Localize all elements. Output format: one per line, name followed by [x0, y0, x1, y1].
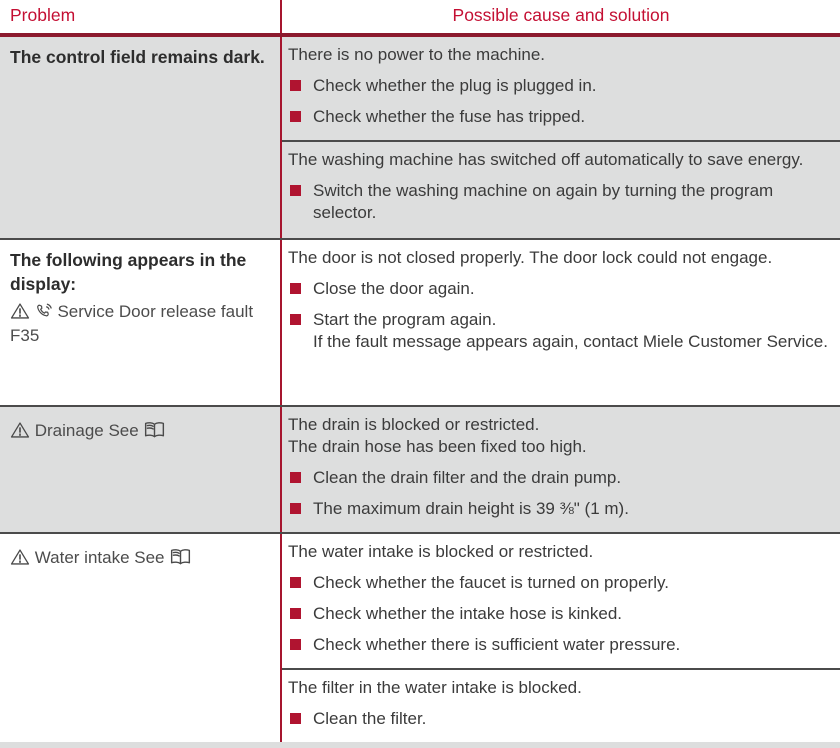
bullet-square-icon [290, 503, 301, 514]
bullet-square-icon [290, 111, 301, 122]
table-row [0, 238, 840, 405]
column-header-problem: Problem [10, 5, 76, 25]
problem-cell [0, 240, 280, 405]
bullet-square-icon [290, 314, 301, 325]
bullet-text: Check whether the intake hose is kinked. [313, 604, 623, 623]
bullet-text: Check whether the fuse has tripped. [313, 107, 586, 126]
cause-cell [280, 407, 840, 532]
bullet-text: The maximum drain height is 39 ⅜" (1 m). [313, 499, 629, 518]
bullet-square-icon [290, 577, 301, 588]
bullet-square-icon [290, 713, 301, 724]
book-icon [143, 421, 166, 439]
bullet-item [288, 467, 832, 489]
bullet-item [288, 498, 832, 520]
bullet-item [288, 75, 832, 97]
cause-intro: The washing machine has switched off automatically to save energy. [288, 150, 804, 169]
next-row-edge [0, 742, 840, 748]
problem-icon-line [10, 546, 268, 570]
problem-title: The control field remains dark. [10, 47, 265, 67]
bullet-text: Check whether there is sufficient water pressure. [313, 635, 681, 654]
cause-intro: There is no power to the machine. [288, 45, 546, 64]
bullet-square-icon [290, 472, 301, 483]
cause-cell [280, 240, 840, 405]
service-call-icon [35, 302, 53, 320]
bullet-text: Check whether the plug is plugged in. [313, 76, 597, 95]
cause-block [282, 37, 840, 140]
problem-cell [0, 37, 280, 238]
problem-text: Drainage See [34, 421, 139, 440]
bullet-item [288, 180, 832, 224]
bullet-item [288, 603, 832, 625]
bullet-item [288, 278, 832, 300]
cause-block [282, 534, 840, 668]
cause-cell [280, 534, 840, 742]
warning-icon [10, 302, 30, 320]
problem-text: Water intake See [34, 548, 165, 567]
bullet-item [288, 309, 832, 353]
bullet-text-line: Start the program again. [313, 310, 497, 329]
cause-block [282, 240, 840, 365]
bullet-item [288, 634, 832, 656]
table-row [0, 532, 840, 742]
bullet-text: Clean the filter. [313, 709, 427, 728]
display-message-text: Service Door release fault F35 [10, 302, 254, 345]
cause-intro: The door is not closed properly. The door lock could not engage. [288, 248, 773, 267]
cause-block [282, 407, 840, 532]
bullet-text [313, 309, 828, 353]
bullet-item [288, 572, 832, 594]
bullet-square-icon [290, 639, 301, 650]
bullet-text: Check whether the faucet is turned on properly. [313, 573, 669, 592]
cause-block [282, 668, 840, 742]
problem-cell [0, 407, 280, 532]
bullet-square-icon [290, 185, 301, 196]
problem-icon-line [10, 419, 268, 443]
bullet-square-icon [290, 80, 301, 91]
bullet-item [288, 708, 832, 730]
cause-intro: The water intake is blocked or restricted. [288, 542, 594, 561]
bullet-text: Close the door again. [313, 279, 475, 298]
cause-block [282, 140, 840, 236]
cause-intro: The filter in the water intake is blocked. [288, 678, 582, 697]
problem-cell [0, 534, 280, 742]
cause-intro: The drain is blocked or restricted. [288, 415, 540, 434]
cause-cell [280, 37, 840, 238]
bullet-subtext-line: If the fault message appears again, contact Miele Customer Service. [313, 332, 828, 351]
cause-intro: The drain hose has been fixed too high. [288, 437, 587, 456]
bullet-item [288, 106, 832, 128]
problem-title: The following appears in the display: [10, 250, 247, 294]
bullet-text: Switch the washing machine on again by turning the program selector. [313, 181, 774, 222]
table-row [0, 405, 840, 532]
table-header [0, 0, 840, 37]
bullet-square-icon [290, 608, 301, 619]
warning-icon [10, 421, 30, 439]
column-header-cause: Possible cause and solution [280, 0, 840, 33]
bullet-text: Clean the drain filter and the drain pump. [313, 468, 622, 487]
bullet-square-icon [290, 283, 301, 294]
book-icon [169, 548, 192, 566]
display-message-line [10, 300, 268, 348]
table-row [0, 37, 840, 238]
warning-icon [10, 548, 30, 566]
